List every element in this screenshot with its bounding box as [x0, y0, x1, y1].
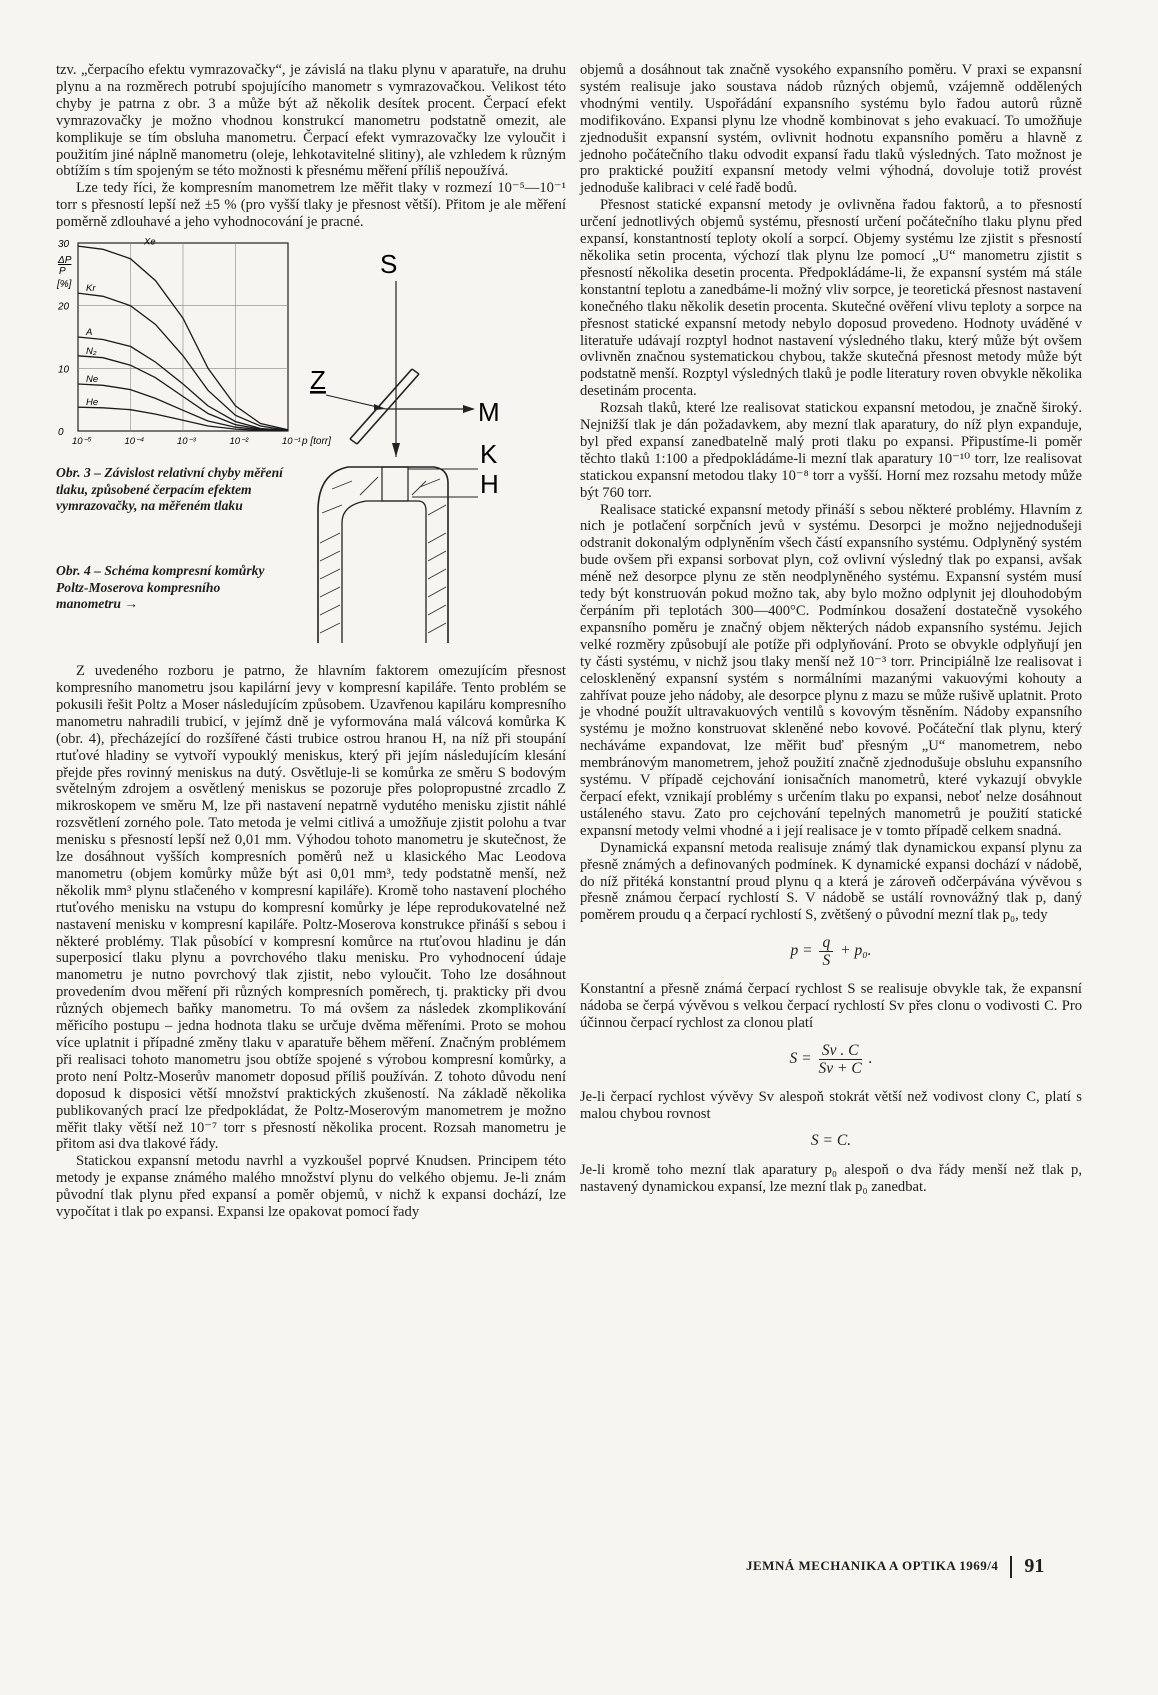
page-number: 91	[1024, 1555, 1045, 1577]
series-label: Ne	[86, 374, 99, 386]
series-label: A	[86, 327, 93, 339]
x-tick-label: 10⁻⁵	[72, 436, 92, 448]
figure-3-chart	[56, 236, 331, 465]
paragraph: Z uvedeného rozboru je patrno, že hlavním faktorem omezujícím přesnost kompresního manometru jsou kapilární jevy v kompresní kapiláře. Tento problém se pokusili řešit Poltz a Moser následujícím způsobem. Uzavřenou kapiláru kompresního manometru nahradili trubicí, v jejímž dně je vyformována malá válcová komůrka K (obr. 4), přecházející do rozšířené části trubice ostrou hranou H, na níž při stoupání rtuťové hladiny se vytvoří vypouklý meniskus, který při jejím následujícím klesání přejde přes rovinný meniskus na dutý. Osvětluje-li se komůrka ze směru S bodovým světelným zdrojem a osvětlený meniskus se pozoruje přes polopropustné zrcadlo Z mikroskopem ve směru M, lze při nastavení nepatrně vydutého menisku zjistit náhlé rozsvětlení zorného pole. Tato metoda je velmi citlivá a umožňuje zjistit polohu a tvar menisku s přesností lepší než 0,01 mm. Výhodou tohoto manometru je skutečnost, že lze dosáhnout vyšších kompresních poměrů než u klasického Mac Leodova manometru (objem komůrky může být asi 0,01 mm³, tedy podstatně menší, než několik mm³ plynu stlačeného v kompresní kapiláře). Kromě toho nastavení plochého rtuťového menisku na vstupu do kompresní komůrky je lépe reprodukovatelné než nastavení menisku v kompresní kapiláře. Poltz-Moserova konstrukce přináší s sebou i některé problémy. Tlak působící v kompresní komůrce na rtuťovou hladinu je dán superposicí tlaku plynu a povrchového tlaku menisku. Pro vyhodnocení údaje manometru je nutno povrchový tlak zjistit, nebo vyloučit. Toho lze dosáhnout provedením dvou měření při různých kompresních poměrech, tj. prakticky při dvou různých objemech baňky manometru. To má ovšem za následek zkomplikování měřicího postupu – jedna hodnota tlaku se určuje dvěma měřeními. Proto se mohou více uplatnit i případné změny tlaku v aparatuře během měření. Značným problémem při realisaci tohoto manometru jsou obtíže spojené s výrobou kompresní komůrky, a proto není Poltz-Moserův manometr doposud příliš používán. Z tohoto důvodu není doposud k disposici větší množství praktických zkušeností. Na základě několika publikovaných prací lze předpokládat, že Poltz-Moserovým manometrem je možno měřit tlaky větší než 10⁻⁷ torr s přesností několika procent. Rozsah manometru je přitom asi dva tlakové řády.	[56, 663, 566, 1153]
figure-3-caption: Obr. 3 – Závislost relativní chyby měření tlaku, způsobené čerpacím efektem vymrazovačky, na měřeném tlaku	[56, 465, 283, 514]
y-tick-label: 30	[58, 239, 70, 251]
formula-part: S =	[789, 1050, 812, 1067]
label-k: K	[480, 439, 498, 470]
series-label: N₂	[86, 345, 97, 357]
label-s: S	[380, 249, 398, 280]
label-m: M	[478, 397, 500, 428]
figure-area	[56, 235, 566, 657]
paragraph: Rozsah tlaků, které lze realisovat statickou expansní metodou, je značně široký. Nejnižší tlak je dán požadavkem, aby mezní tlak aparatury, do níž plyn expanduje, byl před expansí zanedbatelně malý proti tlaku po expansi. Připustíme-li poměr těchto tlaků 1:100 a předpokládáme-li mezní tlak aparatury 10⁻¹⁰ torr, lze realisovat statickou expansní metodou tlaky 10⁻⁸ torr a vyšší. Horní mez rozsahu metody může být 760 torr.	[580, 400, 1082, 501]
paragraph: Je-li kromě toho mezní tlak aparatury p₀ alespoň o dva řády menší než tlak p, nastavený dynamickou expansí, lze mezní tlak p₀ zanedbat.	[580, 1161, 1082, 1195]
formula-3: S = C.	[810, 1131, 852, 1149]
series-label: Xe	[144, 236, 156, 248]
figure-4-schematic	[308, 243, 558, 643]
numerator: q	[819, 934, 833, 952]
left-column	[56, 62, 566, 1221]
footer-divider	[1010, 1556, 1012, 1578]
x-tick-label: 10⁻¹	[282, 436, 301, 448]
paragraph: Statickou expansní metodu navrhl a vyzkoušel poprvé Knudsen. Principem této metody je expanse známého malého množství plynu do velkého objemu. Je-li znám původní tlak plynu před expansí a poměr objemů, v nichž k expansi dochází, lze vypočítat i tlak po expansi. Expansi lze opakovat pomocí řady	[56, 1153, 566, 1221]
y-axis-label: ΔP	[58, 255, 72, 267]
fraction	[819, 1042, 862, 1077]
paragraph: tzv. „čerpacího efektu vymrazovačky“, je závislá na tlaku plynu v aparatuře, na druhu plynu a na rozměrech potrubí spojujícího manometr s vymrazovačkou. Velikost této chyby je patrna z obr. 3 a může být až několik desítek procent. Čerpací efekt vymrazovačky je možno vhodnou konstrukcí manometru podstatně omezit, ale komplikuje se tím obsluha manometru. Čerpací efekt vymrazovačky lze vyloučit i použitím jiné náplně manometru (oleje, lehkotavitelné slitiny), ale vzhledem k různým obtížím s tím spojeným se této možnosti k přesnému měření příliš nepoužívá.	[56, 62, 566, 180]
series-label: He	[86, 397, 99, 409]
y-tick-label: 0	[58, 427, 64, 439]
y-axis-label: [%]	[57, 279, 72, 291]
series-label: Kr	[86, 283, 96, 295]
paragraph: Dynamická expansní metoda realisuje známý tlak dynamickou expansí plynu za přesně známých a definovaných podmínek. K dynamické expansi dochází v nádobě, do níž přitéká konstantní proud plynu q a která je zároveň odčerpávána vývěvou s přesně známou čerpací rychlostí S. V nádobě se ustálí rovnovážný tlak p, daný poměrem proudu q a čerpací rychlostí S, zvětšený o původní mezní tlak p₀, tedy	[580, 839, 1082, 924]
figure-4-caption: Obr. 4 – Schéma kompresní komůrky Poltz-Moserova kompresního manometru →	[56, 563, 265, 612]
paragraph: objemů a dosáhnout tak značně vysokého expansního poměru. V praxi se expansní systém realisuje jako soustava nádob různých objemů, vzájemně oddělených vhodnými ventily. Uspořádání expansního systému bylo řadou autorů různě modifikováno. Expansi plynu lze vhodně kombinovat s jeho evakuací. To umožňuje zjednodušit expansní systém, ovlivnit hodnotu expansního poměru a hlavně z jednoho počátečního tlaku odvodit expansí řadu tlaků výsledných. Tato možnost je pro praktické použití expansní metody velmi výhodná, dovoluje totiž provést jednoduše kalibraci v celé řadě bodů.	[580, 62, 1082, 197]
label-z: Z	[310, 365, 326, 396]
x-tick-label: 10⁻⁴	[124, 436, 145, 448]
denominator: S	[822, 952, 831, 970]
formula-part: .	[868, 1050, 873, 1067]
x-tick-label: 10⁻²	[229, 436, 249, 448]
paragraph: Lze tedy říci, že kompresním manometrem lze měřit tlaky v rozmezí 10⁻⁵—10⁻¹ torr s přesností lepší než ±5 % (pro vyšší tlaky je přesnost větší). Přitom je ale měření poměrně zdlouhavé a jeho vyhodnocování je pracné.	[56, 180, 566, 231]
formula-2	[580, 1042, 1082, 1077]
formula-1	[580, 934, 1082, 969]
paragraph: Je-li čerpací rychlost vývěvy Sv alespoň stokrát větší než vodivost clony C, platí s malou chybou rovnost	[580, 1088, 1082, 1122]
x-axis-label: p [torr]	[302, 436, 331, 448]
formula-part: + p₀.	[840, 942, 872, 960]
journal-name: JEMNÁ MECHANIKA A OPTIKA 1969/4	[746, 1558, 999, 1574]
paragraph: Realisace statické expansní metody přináší s sebou některé problémy. Hlavním z nich je potlačení sorpčních jevů v systému. Desorpci je možno nejjednodušeji odstranit dokonalým odplyněním všech částí expansního systému. Odplyněný systém bude ovšem při expansi sorbovat plyn, což ovlivní výsledný tlak po expansi, avšak méně než desorpce plynu ze stěn neodplyněného systému. Expansní systém musí tedy být konstruován pokud možno tak, aby bylo možno odplynit jej dlouhodobým čerpáním při teplotách 300—400°C. Podmínkou dosažení dostatečně vysokého expansního poměru je značný objem některých nádob expansního systému. Jejich velké rozměry způsobují ale potíže při odplyňování. Proto se obvykle odplyňují jen ty části systému, v nichž jsou tlaky menší než 10⁻³ torr. Principiálně lze realisovat i celoskleněný expansní systém s normálními mazanými vakuovými kohouty a zahřívat pouze jeho nádoby, ale desorpce plynu z mazu se může rušivě uplatnit. Proto je vhodné použít ultravakuových ventilů s kovovým těsněním. Nádoby expansního systému je možno konstruovat skleněné nebo kovové. Počáteční tlak plynu, který necháváme expandovat, lze měřit buď přesným „U“ manometrem, nebo membránovým manometrem, jehož použití značně zjednodušuje obsluhu expansního systému. V případě cejchování ionisačních manometrů, které vykazují obvykle čerpací efekt, vznikají problémy s určením tlaku po expansi, neboť nelze dosáhnout ustáleného stavu. Zato pro cejchování tepelných manometrů je použití statické expansní metody velmi vhodné a i její realisace je v tomto případě celkem snadná.	[580, 501, 1082, 839]
numerator: Sv . C	[819, 1042, 862, 1060]
formula-part: p =	[790, 942, 813, 960]
paragraph: Konstantní a přesně známá čerpací rychlost S se realisuje obvykle tak, že expansní nádoba se čerpá vývěvou s velkou čerpací rychlostí Sv přes clonu o vodivosti C. Pro účinnou čerpací rychlost za clonou platí	[580, 981, 1082, 1032]
label-h: H	[480, 469, 499, 500]
paragraph: Přesnost statické expansní metody je ovlivněna řadou faktorů, a to přesností určení jednotlivých objemů systému, přesností určení počátečního tlaku plynu před expansí, konstantností teploty okolí a sorpcí. Objemy systému lze zjistit s přesností několika setin procenta, výchozí tlak plynu lze pomocí „U“ manometru zjistit s přesností několika desetin procenta. Předpokládáme-li, že expansní systém má stále konstantní teplotu a zanedbáme-li možný vliv sorpce, je teoretická přesnost nastavení konečného tlaku několik desetin procenta. Skutečné ověření vlivu teploty a sorpce na přesnost statické expansní metody nebylo doposud provedeno. Hodnoty uváděné v literatuře udávají rozptyl hodnot nastavení výsledného tlaku, který může být ovšem ovlivněn značnou systematickou chybou, takže skutečná přesnost metody může být podstatně menší. Rozptyl výsledných tlaků je podle literatury roven obvykle několika desetinám procenta.	[580, 197, 1082, 400]
denominator: Sv + C	[818, 1059, 862, 1077]
y-axis-label: P	[59, 266, 66, 278]
fraction	[819, 934, 833, 969]
x-tick-label: 10⁻³	[177, 436, 196, 448]
page-footer	[746, 1555, 1044, 1578]
y-tick-label: 10	[58, 364, 70, 376]
y-tick-label: 20	[58, 301, 70, 313]
right-column	[580, 62, 1082, 1195]
